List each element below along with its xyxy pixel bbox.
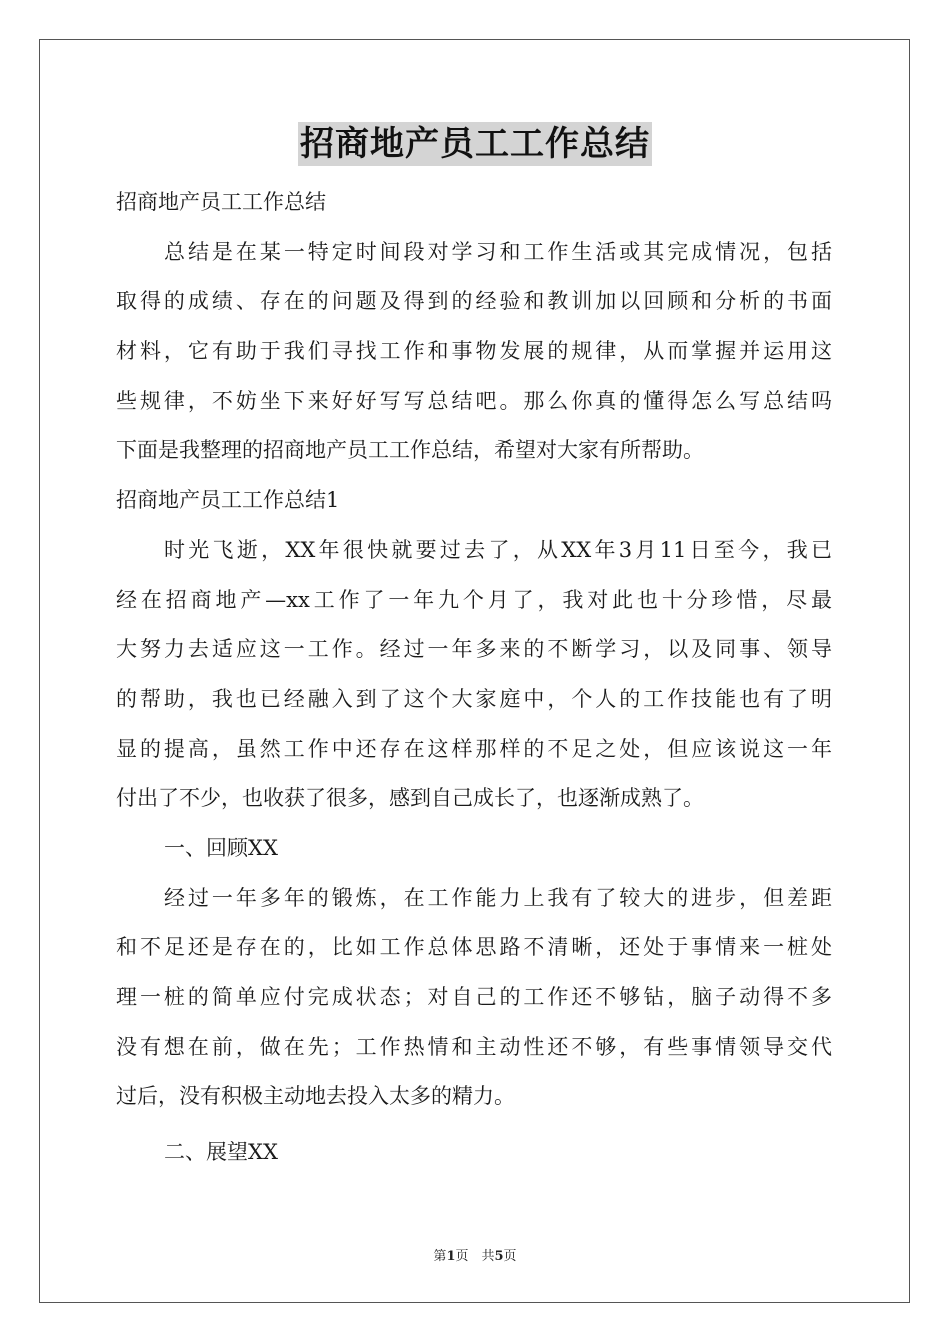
para1-line: 显的提高，虽然工作中还存在这样那样的不足之处，但应该说这一年 (116, 736, 832, 761)
heading-review: 一、回顾XX (164, 835, 278, 860)
intro-line: 总结是在某一特定时间段对学习和工作生活或其完成情况，包括 (164, 239, 832, 264)
document-body (116, 178, 832, 1178)
para2-line: 经过一年多年的锻炼，在工作能力上我有了较大的进步，但差距 (164, 885, 832, 910)
intro-line: 取得的成绩、存在的问题及得到的经验和教训加以回顾和分析的书面 (116, 289, 832, 314)
para1-line: 经在招商地产—xx工作了一年九个月了，我对此也十分珍惜，尽最 (116, 587, 832, 612)
page-prefix: 第 (433, 1249, 447, 1264)
intro-line: 些规律，不妨坐下来好好写写总结吧。那么你真的懂得怎么写总结吗 (116, 388, 832, 413)
intro-line: 下面是我整理的招商地产员工工作总结，希望对大家有所帮助。 (116, 438, 704, 463)
paragraph-2 (116, 874, 832, 1122)
page-suffix: 页 (503, 1249, 517, 1264)
para1-line: 大努力去适应这一工作。经过一年多来的不断学习，以及同事、领导 (116, 637, 832, 662)
para2-line: 没有想在前，做在先；工作热情和主动性还不够，有些事情领导交代 (116, 1034, 832, 1059)
page-mid: 页 共 (455, 1249, 495, 1264)
para2-line: 和不足还是存在的，比如工作总体思路不清晰，还处于事情来一桩处 (116, 935, 832, 960)
page-current: 1 (446, 1249, 456, 1264)
document-title: 招商地产员工工作总结 (300, 124, 650, 164)
heading-outlook: 二、展望XX (164, 1140, 278, 1165)
paragraph-1 (116, 526, 832, 824)
para1-line: 时光飞逝，XX年很快就要过去了，从XX年3月11日至今，我已 (164, 537, 832, 562)
page-footer (0, 1248, 950, 1266)
intro-paragraph (116, 228, 832, 476)
intro-line: 材料，它有助于我们寻找工作和事物发展的规律，从而掌握并运用这 (116, 339, 832, 364)
para1-line: 的帮助，我也已经融入到了这个大家庭中，个人的工作技能也有了明 (116, 686, 832, 711)
para2-line: 理一桩的简单应付完成状态；对自己的工作还不够钻，脑子动得不多 (116, 985, 832, 1009)
document-subtitle: 招商地产员工工作总结 (116, 190, 326, 214)
page-total: 5 (494, 1249, 504, 1264)
para1-line: 付出了不少，也收获了很多，感到自己成长了，也逐渐成熟了。 (116, 786, 704, 811)
para2-line: 过后，没有积极主动地去投入太多的精力。 (116, 1084, 515, 1109)
title-area (0, 122, 950, 166)
section1-heading: 招商地产员工工作总结1 (116, 488, 340, 513)
